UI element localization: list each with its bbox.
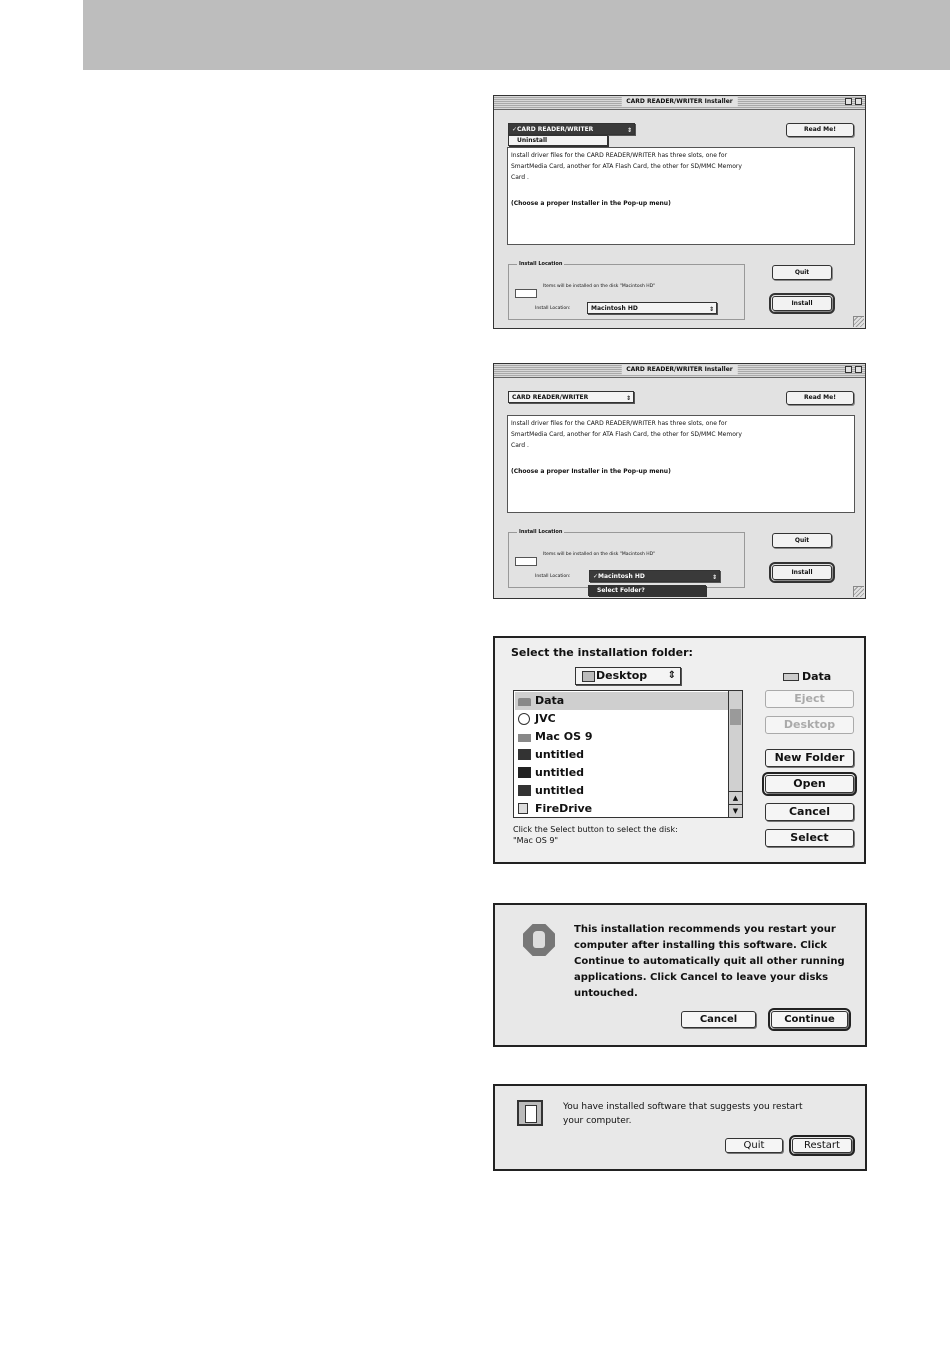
stop-hand-icon [523,924,555,956]
install-location-popup[interactable] [589,570,720,582]
list-item[interactable] [515,764,728,782]
install-location-popup[interactable] [587,302,717,314]
restart-message [574,922,845,1002]
scroll-up-arrow-icon[interactable]: ▲ [729,791,742,804]
zoom-box-icon[interactable] [845,98,852,105]
list-item[interactable] [515,746,728,764]
file-name: FireDrive [535,802,593,815]
eject-button[interactable]: Eject [765,690,854,708]
installer-window-1 [493,95,866,329]
read-me-button[interactable]: Read Me! [786,123,854,137]
window-title: CARD READER/WRITER Installer [621,97,738,107]
menu-item-uninstall[interactable]: Uninstall [517,137,548,144]
location-menu-selected: ✓Macintosh HD [593,573,645,580]
desktop-button[interactable]: Desktop [765,716,854,734]
restart-button[interactable]: Restart [792,1138,852,1153]
installer-type-popup[interactable] [508,391,634,403]
message-line: your computer. [563,1116,632,1126]
description-line: SmartMedia Card, another for ATA Flash Card, the other for SD/MMC Memory [511,163,742,170]
description-text-area [507,147,855,245]
popup-selected-item: CARD READER/WRITER [512,394,589,401]
disk-icon-placeholder [515,289,537,298]
folder-icon [518,734,531,742]
install-button[interactable]: Install [772,565,832,580]
quit-button[interactable]: Quit [725,1138,783,1153]
volume-label: Data [802,670,832,683]
file-name: untitled [535,766,585,779]
resize-grip-icon[interactable] [853,316,864,327]
desktop-icon [582,671,595,682]
list-item[interactable] [515,710,728,728]
disk-icon-placeholder [515,557,537,566]
description-text-area [507,415,855,513]
hint-line: Click the Select button to select the disk: [513,825,678,834]
installer-window-2 [493,363,866,599]
resize-grip-icon[interactable] [853,586,864,597]
description-line: SmartMedia Card, another for ATA Flash Card, the other for SD/MMC Memory [511,431,742,438]
continue-button[interactable]: Continue [771,1011,848,1028]
title-bar[interactable] [494,364,865,378]
file-name: JVC [535,712,556,725]
list-item[interactable] [515,728,728,746]
disk-icon [518,749,531,760]
window-title: CARD READER/WRITER Installer [621,365,738,375]
location-popup-menu [588,585,706,596]
message-line: This installation recommends you restart your [574,924,836,935]
document-icon [518,803,528,814]
popup-arrow-icon: ⇕ [711,574,717,581]
quit-button[interactable]: Quit [772,265,832,280]
title-bar[interactable] [494,96,865,110]
folder-icon [518,698,531,706]
message-line: You have installed software that suggests you restart [563,1102,803,1112]
install-location-field-label: Install Location: [535,574,571,579]
disk-icon [518,767,531,778]
collapse-box-icon[interactable] [855,98,862,105]
description-line: Install driver files for the CARD READER/WRITER has three slots, one for [511,152,728,159]
location-popup[interactable] [575,667,681,685]
install-location-value: Macintosh HD [591,305,638,312]
installer-type-popup[interactable] [508,123,635,135]
disk-note: Items will be installed on the disk "Macintosh HD" [543,552,656,557]
list-item[interactable] [515,782,728,800]
popup-selected-item: ✓CARD READER/WRITER [512,126,594,133]
dialog-title: Select the installation folder: [511,646,693,659]
instruction-text: (Choose a proper Installer in the Pop-up menu) [511,468,671,475]
installer-icon [517,1100,543,1126]
open-button[interactable]: Open [765,775,854,793]
scroll-down-arrow-icon[interactable]: ▼ [729,804,742,817]
collapse-box-icon[interactable] [855,366,862,373]
restart-recommendation-dialog [493,903,867,1047]
menu-item-select-folder[interactable]: Select Folder? [597,587,645,594]
install-button[interactable]: Install [772,296,832,311]
description-line: Card . [511,174,529,181]
page-header-bar [83,0,950,70]
disk-note: Items will be installed on the disk "Macintosh HD" [543,284,656,289]
install-location-field-label: Install Location: [535,306,571,311]
disk-icon [518,785,531,796]
volume-indicator [783,670,831,683]
message-line: applications. Click Cancel to leave your disks [574,972,829,983]
description-line: Install driver files for the CARD READER/WRITER has three slots, one for [511,420,728,427]
message-line: computer after installing this software. Click [574,940,828,951]
list-scrollbar[interactable] [728,691,742,817]
zoom-box-icon[interactable] [845,366,852,373]
volume-disk-icon [783,673,799,681]
quit-button[interactable]: Quit [772,533,832,548]
popup-arrow-icon: ⇕ [708,306,714,313]
instruction-text: (Choose a proper Installer in the Pop-up menu) [511,200,671,207]
cancel-button[interactable]: Cancel [765,803,854,821]
installation-complete-dialog [493,1084,867,1171]
install-location-label: Install Location [519,261,563,267]
message-line: Continue to automatically quit all other running [574,956,845,967]
popup-menu [508,135,608,146]
file-name: untitled [535,784,585,797]
select-folder-dialog [493,636,866,864]
list-item[interactable] [515,800,728,818]
popup-arrow-icon: ⇕ [625,395,631,402]
cancel-button[interactable]: Cancel [681,1011,756,1028]
popup-arrow-icon: ⇕ [626,127,632,134]
read-me-button[interactable]: Read Me! [786,391,854,405]
cd-icon [518,713,530,725]
install-location-label: Install Location [519,529,563,535]
hint-line: "Mac OS 9" [513,836,559,845]
file-name: Mac OS 9 [535,730,593,743]
file-name: untitled [535,748,585,761]
hint-text [513,824,678,846]
complete-message [563,1100,803,1128]
message-line: untouched. [574,988,638,999]
description-line: Card . [511,442,529,449]
scroll-thumb[interactable] [730,709,741,725]
install-location-group [508,529,745,588]
location-popup-value: Desktop [596,669,648,682]
popup-arrow-icon: ⇕ [667,670,676,681]
file-name: Data [535,694,565,707]
file-list[interactable] [513,690,743,818]
install-location-group [508,261,745,320]
select-button[interactable]: Select [765,829,854,847]
new-folder-button[interactable]: New Folder [765,749,854,767]
list-item[interactable] [515,692,728,710]
